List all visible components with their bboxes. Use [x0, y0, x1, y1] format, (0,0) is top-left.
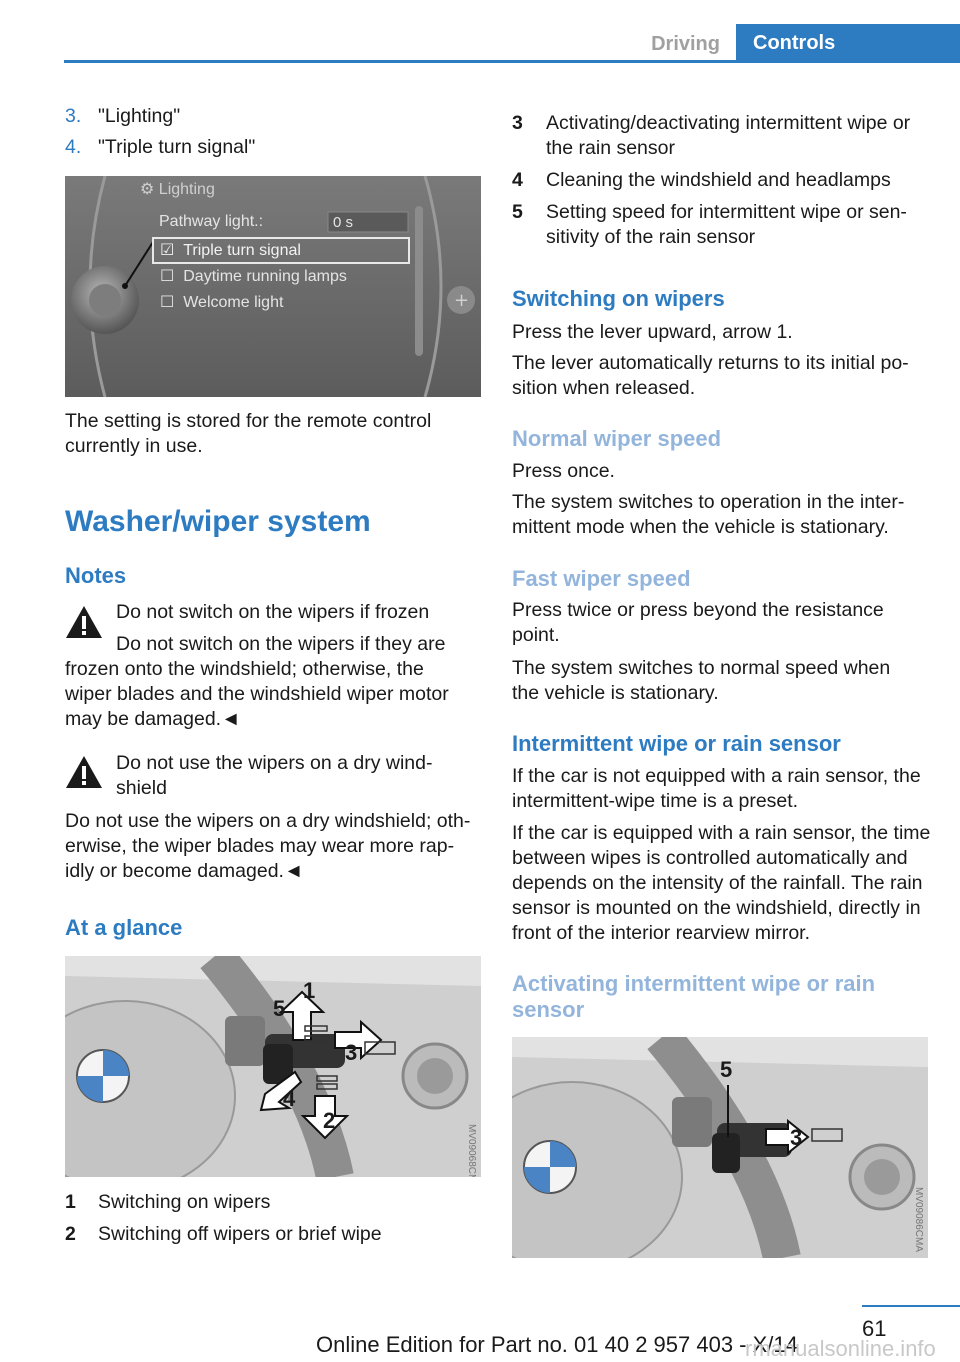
callout-4: 4 — [283, 1086, 296, 1111]
callout-3: 3 — [790, 1125, 803, 1150]
list-item — [65, 104, 180, 129]
glance-heading: At a glance — [65, 915, 183, 940]
checkbox-empty-icon: ☐ — [160, 294, 175, 311]
activating-heading: Activating intermittent wipe or rain sensor — [512, 971, 876, 1022]
normal-p1: Press once. — [512, 460, 615, 482]
list-item — [512, 200, 932, 250]
header-section: Driving — [651, 33, 720, 55]
list-text: Switching on wipers — [98, 1191, 271, 1213]
warning-icon — [64, 754, 104, 790]
gear-icon: ⚙ — [140, 181, 155, 198]
screen-item-triple-turn — [160, 240, 301, 260]
list-text: Cleaning the windshield and headlamps — [546, 169, 891, 191]
callout-1: 1 — [303, 978, 316, 1003]
stored-text: The setting is stored for the remote control currently in use. — [65, 410, 432, 457]
callout-5: 5 — [273, 996, 286, 1021]
list-number: 3 — [512, 112, 523, 134]
checkbox-checked-icon: ☑ — [160, 242, 175, 259]
switching-p1: Press the lever upward, arrow 1. — [512, 321, 793, 343]
figure-code — [466, 1124, 477, 1134]
list-text: "Lighting" — [98, 105, 181, 127]
checkbox-empty-icon: ☐ — [160, 268, 175, 285]
screen-item-welcome — [160, 292, 283, 312]
normal-p2: The system switches to operation in the inter-mittent mode when the vehicle is stationary. — [512, 491, 905, 538]
watermark: rmanualsonline.info — [745, 1336, 936, 1361]
list-text: Activating/deactivating intermittent wipe or the rain sensor — [546, 112, 911, 159]
wiper-lever-figure — [65, 956, 481, 1177]
fast-p2: The system switches to normal speed when the vehicle is stationary. — [512, 657, 891, 704]
switching-p2: The lever automatically returns to its initial po-sition when released. — [512, 352, 909, 399]
warning1-body: Do not switch on the wipers if they are frozen onto the windshield; otherwise, the wiper blades and the windshield wiper motor may be damaged.◄ — [65, 633, 449, 730]
list-text: "Triple turn signal" — [98, 136, 256, 158]
edition-line: Online Edition for Part no. 01 40 2 957 403 - X/14 — [316, 1332, 798, 1357]
list-number: 4 — [512, 169, 523, 191]
intermittent-p1: If the car is not equipped with a rain sensor, the intermittent-wipe time is a preset. — [512, 765, 921, 812]
intermittent-heading: Intermittent wipe or rain sensor — [512, 731, 841, 756]
figure-code — [913, 1187, 924, 1197]
list-number: 1 — [65, 1191, 76, 1213]
svg-text:+: + — [454, 290, 470, 311]
warning2-title: Do not use the wipers on a dry wind-shield — [116, 752, 433, 799]
lighting-screen-figure — [65, 176, 481, 397]
screen-illustration — [65, 176, 481, 397]
section-title: Washer/wiper system — [65, 505, 371, 538]
list-text: Setting speed for intermittent wipe or sen-sitivity of the rain sensor — [546, 201, 907, 248]
page-number: 61 — [862, 1316, 887, 1341]
list-item — [512, 168, 932, 193]
list-number: 3. — [65, 105, 82, 127]
wiper-illustration — [65, 956, 481, 1177]
fast-p1: Press twice or press beyond the resistance point. — [512, 599, 884, 646]
fast-heading: Fast wiper speed — [512, 566, 691, 591]
pathway-value: 0 s — [333, 214, 354, 231]
list-item — [65, 1190, 270, 1215]
callout-2: 2 — [323, 1108, 336, 1133]
pathway-label: Pathway light.: — [159, 213, 264, 230]
list-item — [512, 111, 932, 161]
list-text: Switching off wipers or brief wipe — [98, 1223, 382, 1245]
intermittent-p2: If the car is equipped with a rain sensor, the time between wipes is controlled automatically and depends on the intensity of the rainfall. The rain sensor is mounted on the windshield, directly in front of the interior rearview mirror. — [512, 822, 931, 944]
callout-3: 3 — [345, 1040, 358, 1065]
list-number: 2 — [65, 1223, 76, 1245]
switching-heading: Switching on wipers — [512, 286, 725, 311]
screen-title-text: Lighting — [158, 181, 215, 198]
list-item — [65, 135, 255, 160]
warning1-title: Do not switch on the wipers if frozen — [116, 601, 430, 623]
list-item — [65, 1222, 382, 1247]
header-rule — [64, 60, 960, 63]
list-number: 5 — [512, 201, 523, 223]
callout-5: 5 — [720, 1057, 733, 1082]
header-chapter: Controls — [736, 24, 960, 63]
footer-rule — [862, 1305, 960, 1307]
list-number: 4. — [65, 136, 82, 158]
screen-item-label: Triple turn signal — [183, 242, 301, 259]
screen-item-label: Daytime running lamps — [183, 268, 347, 285]
warning2-body: Do not use the wipers on a dry windshield; oth-erwise, the wiper blades may wear more rap-idly or become damaged.◄ — [65, 810, 471, 882]
screen-title — [140, 179, 215, 199]
notes-heading: Notes — [65, 563, 127, 588]
wiper-lever-figure-2 — [512, 1037, 928, 1258]
screen-item-daytime — [160, 266, 347, 286]
screen-item-label: Welcome light — [183, 294, 284, 311]
normal-heading: Normal wiper speed — [512, 426, 722, 451]
